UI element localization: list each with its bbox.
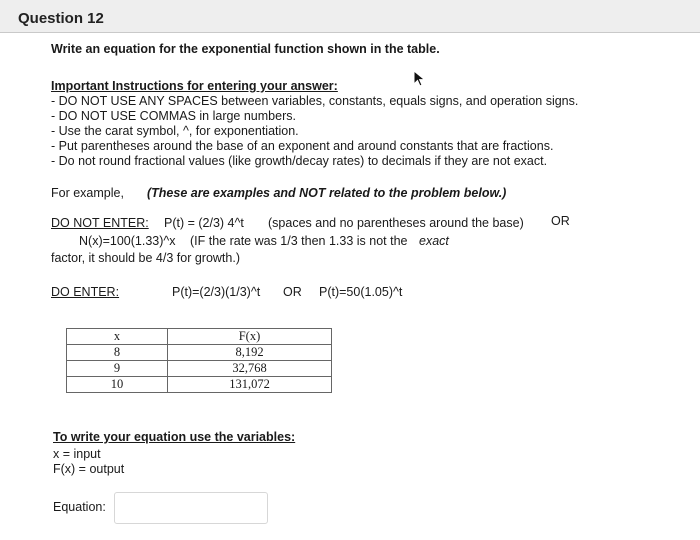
equation-input[interactable] <box>114 492 268 524</box>
table-row <box>67 377 332 393</box>
variables-heading: To write your equation use the variables: <box>53 430 296 444</box>
question-prompt: Write an equation for the exponential function shown in the table. <box>51 42 440 56</box>
instructions-heading: Important Instructions for entering your answer: <box>51 79 338 93</box>
or-text: OR <box>551 214 570 228</box>
variable-f-definition: F(x) = output <box>53 462 125 476</box>
equation-label: Equation: <box>53 500 106 514</box>
table-header-fx: F(x) <box>168 329 332 345</box>
do-not-example-1: P(t) = (2/3) 4^t <box>164 216 244 230</box>
table-row <box>67 345 332 361</box>
do-example-2: P(t)=50(1.05)^t <box>319 285 403 299</box>
instruction-item: - Put parentheses around the base of an exponent and around constants that are fractions. <box>51 139 554 153</box>
table-cell: 32,768 <box>168 361 332 377</box>
instruction-item: - DO NOT USE COMMAS in large numbers. <box>51 109 296 123</box>
example-note: (These are examples and NOT related to the problem below.) <box>147 186 507 200</box>
table-header-x: x <box>67 329 168 345</box>
table-cell: 8,192 <box>168 345 332 361</box>
example-label: For example, <box>51 186 124 200</box>
variable-x-definition: x = input <box>53 447 101 461</box>
do-not-example-2: N(x)=100(1.33)^x <box>79 234 176 248</box>
function-table <box>66 328 332 393</box>
table-cell: 9 <box>67 361 168 377</box>
do-not-enter-label: DO NOT ENTER: <box>51 216 149 230</box>
do-not-example-2-note: (IF the rate was 1/3 then 1.33 is not the <box>190 234 408 248</box>
exact-word: exact <box>419 234 449 248</box>
do-not-example-2-continued: factor, it should be 4/3 for growth.) <box>51 251 240 265</box>
table-cell: 8 <box>67 345 168 361</box>
do-example-1: P(t)=(2/3)(1/3)^t <box>172 285 261 299</box>
or-text: OR <box>283 285 302 299</box>
table-cell: 131,072 <box>168 377 332 393</box>
question-title: Question 12 <box>18 10 104 27</box>
instruction-item: - Do not round fractional values (like growth/decay rates) to decimals if they are not exact. <box>51 154 548 168</box>
do-enter-label: DO ENTER: <box>51 285 120 299</box>
instruction-item: - DO NOT USE ANY SPACES between variables, constants, equals signs, and operation signs. <box>51 94 579 108</box>
do-not-example-1-note: (spaces and no parentheses around the base) <box>268 216 524 230</box>
table-row <box>67 361 332 377</box>
instruction-item: - Use the carat symbol, ^, for exponentiation. <box>51 124 299 138</box>
mouse-cursor-icon <box>412 70 428 88</box>
question-header <box>0 0 700 33</box>
table-cell: 10 <box>67 377 168 393</box>
table-header-row <box>67 329 332 345</box>
